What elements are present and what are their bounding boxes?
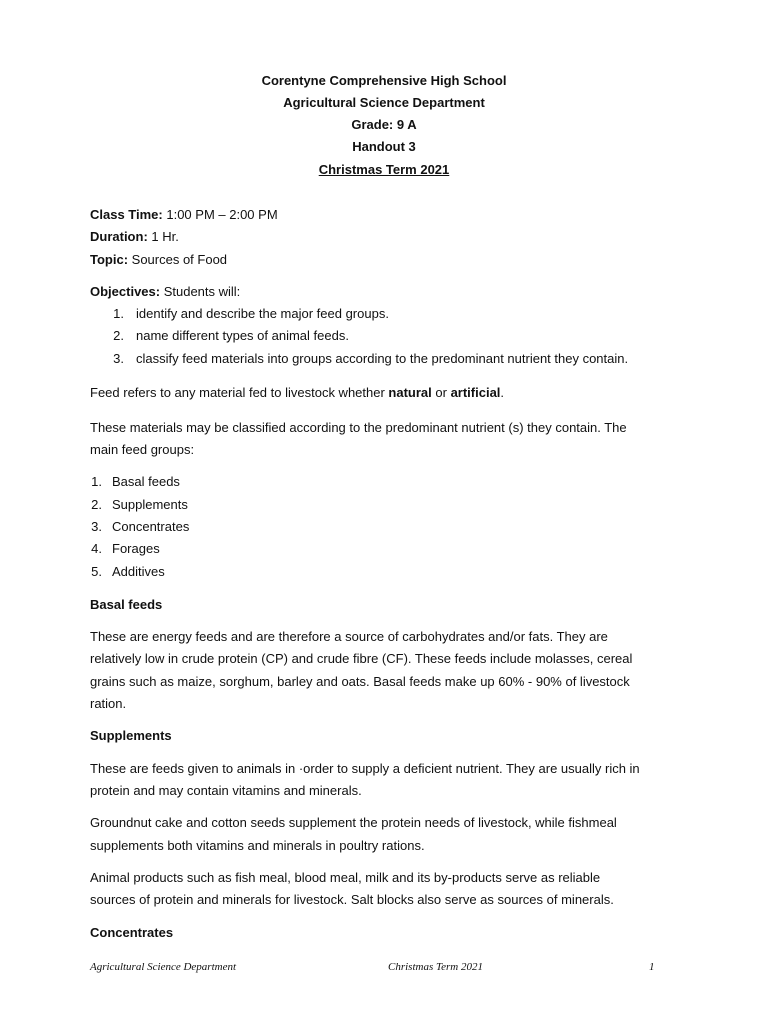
supplements-paragraph-line: These are feeds given to animals in ·order to supply a deficient nutrient. They are usually rich in xyxy=(90,761,640,776)
supplements-paragraph-line: supplements both vitamins and minerals in poultry rations. xyxy=(90,838,425,853)
objective-text: classify feed materials into groups according to the predominant nutrient they contain. xyxy=(136,351,629,366)
feed-group-text: Basal feeds xyxy=(112,474,180,489)
handout-label: Handout 3 xyxy=(352,139,416,154)
supplements-heading: Supplements xyxy=(90,728,172,743)
school-name: Corentyne Comprehensive High School xyxy=(261,73,507,88)
class-time-value: 1:00 PM – 2:00 PM xyxy=(162,207,278,222)
period: . xyxy=(500,385,505,400)
basal-paragraph-line: These are energy feeds and are therefore a source of carbohydrates and/or fats. They are xyxy=(90,629,608,644)
natural-term: natural xyxy=(388,385,432,400)
feed-definition xyxy=(90,385,504,401)
topic-label: Topic: xyxy=(90,252,129,267)
supplements-paragraph-line: Animal products such as fish meal, blood meal, milk and its by-products serve as reliable xyxy=(90,870,601,885)
grade-label: Grade: 9 A xyxy=(351,117,417,132)
supplements-paragraph-line: Groundnut cake and cotton seeds supplement the protein needs of livestock, while fishmeal xyxy=(90,815,617,830)
class-time-label: Class Time: xyxy=(90,207,163,222)
feed-group-text: Concentrates xyxy=(112,519,190,534)
duration-value: 1 Hr. xyxy=(147,229,179,244)
basal-paragraph-line: grains such as maize, sorghum, barley and oats. Basal feeds make up 60% - 90% of livestock xyxy=(90,674,630,689)
feed-group-text: Forages xyxy=(112,541,160,556)
concentrates-heading: Concentrates xyxy=(90,925,174,940)
feed-group-number: 2. xyxy=(91,497,102,512)
objectives-label: Objectives: xyxy=(90,284,161,299)
classification-line: main feed groups: xyxy=(90,442,195,457)
supplements-paragraph-line: sources of protein and minerals for livestock. Salt blocks also serve as sources of minerals. xyxy=(90,892,614,907)
class-time xyxy=(90,207,278,223)
basal-paragraph-line: ration. xyxy=(90,696,127,711)
feed-group-number: 1. xyxy=(91,474,102,489)
basal-feeds-heading: Basal feeds xyxy=(90,597,163,612)
feed-group-number: 3. xyxy=(91,519,102,534)
duration xyxy=(90,229,179,245)
basal-paragraph-line: relatively low in crude protein (CP) and crude fibre (CF). These feeds include molasses, cereal xyxy=(90,651,633,666)
footer-term: Christmas Term 2021 xyxy=(388,961,483,973)
objective-number: 2. xyxy=(113,328,124,343)
or-text: or xyxy=(431,385,451,400)
objectives-intro: Students will: xyxy=(160,284,241,299)
artificial-term: artificial xyxy=(450,385,501,400)
supplements-paragraph-line: protein and may contain vitamins and minerals. xyxy=(90,783,362,798)
term-title-text: Christmas Term 2021 xyxy=(318,162,450,177)
objective-number: 3. xyxy=(113,351,124,366)
feed-group-text: Supplements xyxy=(112,497,188,512)
duration-label: Duration: xyxy=(90,229,148,244)
objective-text: identify and describe the major feed groups. xyxy=(136,306,389,321)
topic-value: Sources of Food xyxy=(128,252,228,267)
footer-department: Agricultural Science Department xyxy=(90,961,237,973)
feed-group-number: 5. xyxy=(91,564,102,579)
department-name: Agricultural Science Department xyxy=(283,95,485,110)
page-number: 1 xyxy=(649,961,655,973)
classification-line: These materials may be classified according to the predominant nutrient (s) they contain. The xyxy=(90,420,627,435)
objective-number: 1. xyxy=(113,306,124,321)
objective-text: name different types of animal feeds. xyxy=(136,328,349,343)
feed-group-text: Additives xyxy=(112,564,165,579)
topic xyxy=(90,252,227,268)
term-title xyxy=(0,162,768,178)
feed-group-number: 4. xyxy=(91,541,102,556)
feed-definition-text: Feed refers to any material fed to livestock whether xyxy=(90,385,389,400)
objectives-heading xyxy=(90,284,240,300)
